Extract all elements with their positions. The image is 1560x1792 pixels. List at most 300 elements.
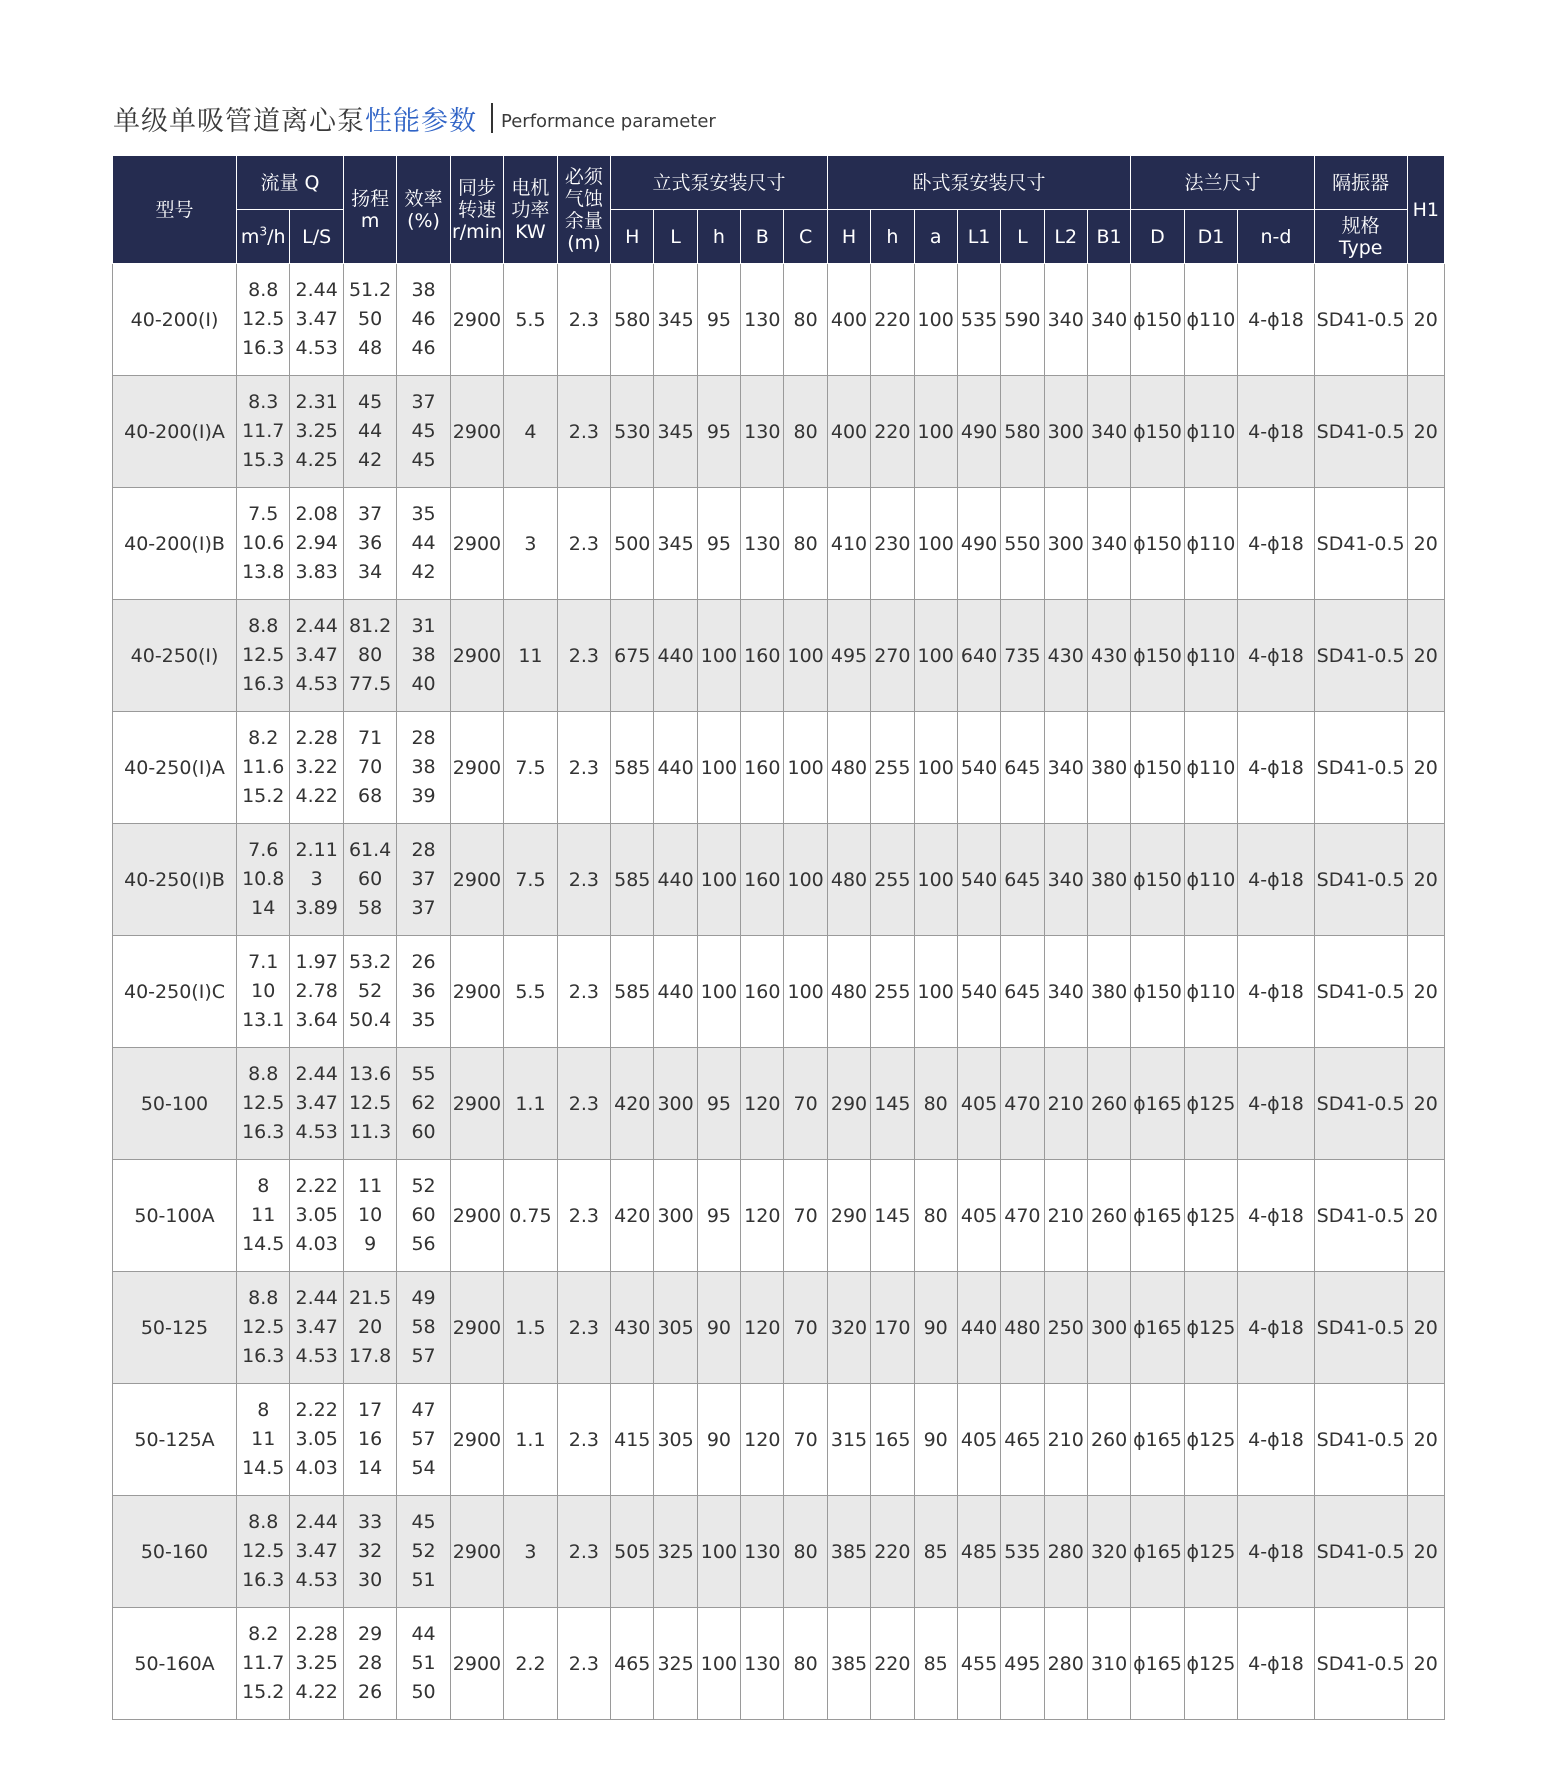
cell-flange-dim: 4-ϕ18	[1238, 1608, 1315, 1720]
cell-horizontal-dim: 300	[1044, 376, 1087, 488]
cell-npsh: 2.3	[557, 1160, 610, 1272]
cell-horizontal-dim: 340	[1087, 488, 1130, 600]
cell-model: 40-200(I)B	[113, 488, 237, 600]
cell-horizontal-dim: 540	[957, 936, 1000, 1048]
header-horizontal-col: L	[1001, 210, 1044, 264]
cell-efficiency: 52 60 56	[397, 1160, 450, 1272]
cell-vertical-dim: 95	[697, 1160, 740, 1272]
cell-flange-dim: ϕ165	[1131, 1608, 1184, 1720]
cell-speed: 2900	[450, 936, 503, 1048]
cell-flow-m3h: 7.1 10 13.1	[237, 936, 290, 1048]
cell-power: 4	[504, 376, 557, 488]
cell-model: 40-200(I)	[113, 264, 237, 376]
cell-horizontal-dim: 165	[871, 1384, 914, 1496]
cell-flange-dim: ϕ110	[1184, 600, 1237, 712]
cell-flange-dim: 4-ϕ18	[1238, 1496, 1315, 1608]
cell-h1: 20	[1407, 824, 1444, 936]
cell-flange-dim: 4-ϕ18	[1238, 712, 1315, 824]
cell-horizontal-dim: 580	[1001, 376, 1044, 488]
cell-horizontal-dim: 410	[827, 488, 870, 600]
cell-horizontal-dim: 535	[957, 264, 1000, 376]
cell-flow-m3h: 8 11 14.5	[237, 1384, 290, 1496]
table-row	[113, 600, 1445, 712]
cell-vertical-dim: 585	[611, 936, 654, 1048]
cell-horizontal-dim: 280	[1044, 1608, 1087, 1720]
cell-horizontal-dim: 385	[827, 1496, 870, 1608]
cell-power: 5.5	[504, 264, 557, 376]
cell-npsh: 2.3	[557, 1048, 610, 1160]
cell-vertical-dim: 300	[654, 1048, 697, 1160]
cell-flange-dim: 4-ϕ18	[1238, 488, 1315, 600]
cell-flange-dim: 4-ϕ18	[1238, 376, 1315, 488]
cell-head: 21.5 20 17.8	[343, 1272, 396, 1384]
cell-vertical-dim: 530	[611, 376, 654, 488]
cell-vertical-dim: 120	[741, 1048, 784, 1160]
cell-flow-ls: 2.44 3.47 4.53	[290, 1272, 343, 1384]
header-flange-col: n-d	[1238, 210, 1315, 264]
cell-flow-ls: 2.31 3.25 4.25	[290, 376, 343, 488]
cell-vertical-dim: 70	[784, 1384, 827, 1496]
cell-model: 40-250(I)	[113, 600, 237, 712]
cell-flange-dim: ϕ110	[1184, 824, 1237, 936]
page-title	[113, 100, 716, 136]
cell-horizontal-dim: 145	[871, 1160, 914, 1272]
cell-model: 40-200(I)A	[113, 376, 237, 488]
table-row	[113, 712, 1445, 824]
cell-horizontal-dim: 300	[1087, 1272, 1130, 1384]
cell-horizontal-dim: 85	[914, 1608, 957, 1720]
cell-horizontal-dim: 90	[914, 1272, 957, 1384]
header-flange-dims: 法兰尺寸	[1131, 156, 1315, 210]
cell-horizontal-dim: 90	[914, 1384, 957, 1496]
header-horizontal-col: B1	[1087, 210, 1130, 264]
cell-vertical-dim: 675	[611, 600, 654, 712]
cell-horizontal-dim: 340	[1087, 376, 1130, 488]
cell-flow-ls: 2.08 2.94 3.83	[290, 488, 343, 600]
cell-vertical-dim: 440	[654, 600, 697, 712]
cell-horizontal-dim: 100	[914, 264, 957, 376]
cell-isolator: SD41-0.5	[1314, 1272, 1407, 1384]
header-head: 扬程 m	[343, 156, 396, 264]
cell-isolator: SD41-0.5	[1314, 1384, 1407, 1496]
header-horizontal-col: a	[914, 210, 957, 264]
cell-flow-m3h: 8.2 11.6 15.2	[237, 712, 290, 824]
cell-horizontal-dim: 550	[1001, 488, 1044, 600]
cell-efficiency: 31 38 40	[397, 600, 450, 712]
header-vertical-col: h	[697, 210, 740, 264]
cell-vertical-dim: 130	[741, 488, 784, 600]
cell-isolator: SD41-0.5	[1314, 1496, 1407, 1608]
cell-flange-dim: ϕ125	[1184, 1384, 1237, 1496]
cell-vertical-dim: 500	[611, 488, 654, 600]
cell-horizontal-dim: 645	[1001, 824, 1044, 936]
cell-efficiency: 38 46 46	[397, 264, 450, 376]
cell-h1: 20	[1407, 1160, 1444, 1272]
cell-horizontal-dim: 210	[1044, 1160, 1087, 1272]
cell-flange-dim: ϕ165	[1131, 1272, 1184, 1384]
cell-speed: 2900	[450, 824, 503, 936]
cell-speed: 2900	[450, 1272, 503, 1384]
cell-power: 5.5	[504, 936, 557, 1048]
cell-horizontal-dim: 470	[1001, 1048, 1044, 1160]
header-horizontal-col: L2	[1044, 210, 1087, 264]
cell-horizontal-dim: 405	[957, 1048, 1000, 1160]
cell-horizontal-dim: 480	[827, 712, 870, 824]
cell-flange-dim: 4-ϕ18	[1238, 264, 1315, 376]
cell-horizontal-dim: 300	[1044, 488, 1087, 600]
cell-horizontal-dim: 250	[1044, 1272, 1087, 1384]
cell-vertical-dim: 80	[784, 1608, 827, 1720]
cell-horizontal-dim: 220	[871, 1608, 914, 1720]
cell-horizontal-dim: 255	[871, 936, 914, 1048]
cell-horizontal-dim: 320	[827, 1272, 870, 1384]
cell-horizontal-dim: 430	[1044, 600, 1087, 712]
cell-vertical-dim: 95	[697, 376, 740, 488]
header-power: 电机 功率 KW	[504, 156, 557, 264]
cell-head: 29 28 26	[343, 1608, 396, 1720]
cell-vertical-dim: 305	[654, 1384, 697, 1496]
cell-vertical-dim: 70	[784, 1272, 827, 1384]
cell-speed: 2900	[450, 376, 503, 488]
cell-vertical-dim: 80	[784, 1496, 827, 1608]
cell-flange-dim: 4-ϕ18	[1238, 936, 1315, 1048]
cell-npsh: 2.3	[557, 1384, 610, 1496]
cell-vertical-dim: 80	[784, 264, 827, 376]
cell-horizontal-dim: 255	[871, 824, 914, 936]
table-row	[113, 1272, 1445, 1384]
cell-vertical-dim: 70	[784, 1048, 827, 1160]
cell-isolator: SD41-0.5	[1314, 376, 1407, 488]
cell-vertical-dim: 505	[611, 1496, 654, 1608]
cell-vertical-dim: 130	[741, 264, 784, 376]
cell-horizontal-dim: 640	[957, 600, 1000, 712]
cell-head: 51.2 50 48	[343, 264, 396, 376]
cell-head: 33 32 30	[343, 1496, 396, 1608]
cell-power: 1.1	[504, 1384, 557, 1496]
table-body	[113, 264, 1445, 1720]
cell-vertical-dim: 100	[784, 936, 827, 1048]
cell-flow-m3h: 8.3 11.7 15.3	[237, 376, 290, 488]
cell-vertical-dim: 345	[654, 376, 697, 488]
cell-flange-dim: ϕ125	[1184, 1608, 1237, 1720]
cell-horizontal-dim: 495	[1001, 1608, 1044, 1720]
cell-power: 7.5	[504, 824, 557, 936]
cell-horizontal-dim: 380	[1087, 824, 1130, 936]
cell-flange-dim: ϕ165	[1131, 1496, 1184, 1608]
cell-vertical-dim: 130	[741, 1496, 784, 1608]
cell-isolator: SD41-0.5	[1314, 712, 1407, 824]
cell-horizontal-dim: 380	[1087, 936, 1130, 1048]
cell-vertical-dim: 100	[784, 600, 827, 712]
cell-efficiency: 45 52 51	[397, 1496, 450, 1608]
table-row	[113, 376, 1445, 488]
cell-horizontal-dim: 645	[1001, 936, 1044, 1048]
table-row	[113, 936, 1445, 1048]
cell-model: 50-100A	[113, 1160, 237, 1272]
cell-flange-dim: ϕ150	[1131, 376, 1184, 488]
cell-npsh: 2.3	[557, 376, 610, 488]
cell-flow-m3h: 8 11 14.5	[237, 1160, 290, 1272]
cell-power: 11	[504, 600, 557, 712]
cell-flange-dim: ϕ125	[1184, 1496, 1237, 1608]
cell-flange-dim: ϕ125	[1184, 1272, 1237, 1384]
cell-horizontal-dim: 480	[827, 936, 870, 1048]
cell-vertical-dim: 130	[741, 376, 784, 488]
cell-vertical-dim: 420	[611, 1160, 654, 1272]
cell-horizontal-dim: 210	[1044, 1384, 1087, 1496]
cell-head: 45 44 42	[343, 376, 396, 488]
cell-power: 3	[504, 1496, 557, 1608]
cell-model: 40-250(I)B	[113, 824, 237, 936]
cell-flow-ls: 2.22 3.05 4.03	[290, 1160, 343, 1272]
cell-isolator: SD41-0.5	[1314, 264, 1407, 376]
cell-isolator: SD41-0.5	[1314, 1608, 1407, 1720]
cell-horizontal-dim: 85	[914, 1496, 957, 1608]
cell-vertical-dim: 305	[654, 1272, 697, 1384]
cell-speed: 2900	[450, 712, 503, 824]
cell-power: 1.5	[504, 1272, 557, 1384]
cell-flange-dim: ϕ125	[1184, 1160, 1237, 1272]
cell-horizontal-dim: 735	[1001, 600, 1044, 712]
cell-horizontal-dim: 340	[1044, 824, 1087, 936]
cell-vertical-dim: 580	[611, 264, 654, 376]
cell-model: 50-125	[113, 1272, 237, 1384]
cell-isolator: SD41-0.5	[1314, 824, 1407, 936]
cell-horizontal-dim: 255	[871, 712, 914, 824]
header-npsh: 必须 气蚀 余量 (m)	[557, 156, 610, 264]
cell-vertical-dim: 345	[654, 488, 697, 600]
cell-npsh: 2.3	[557, 712, 610, 824]
cell-power: 1.1	[504, 1048, 557, 1160]
performance-table	[112, 155, 1445, 1720]
cell-flow-ls: 2.28 3.25 4.22	[290, 1608, 343, 1720]
cell-flow-m3h: 8.8 12.5 16.3	[237, 264, 290, 376]
header-vertical-dims: 立式泵安装尺寸	[611, 156, 828, 210]
cell-h1: 20	[1407, 1608, 1444, 1720]
table-row	[113, 264, 1445, 376]
cell-model: 50-160	[113, 1496, 237, 1608]
cell-flange-dim: ϕ110	[1184, 936, 1237, 1048]
cell-flange-dim: ϕ150	[1131, 264, 1184, 376]
cell-horizontal-dim: 310	[1087, 1608, 1130, 1720]
cell-horizontal-dim: 340	[1044, 264, 1087, 376]
table-row	[113, 1608, 1445, 1720]
cell-horizontal-dim: 100	[914, 824, 957, 936]
cell-model: 50-125A	[113, 1384, 237, 1496]
cell-horizontal-dim: 100	[914, 376, 957, 488]
cell-horizontal-dim: 480	[827, 824, 870, 936]
cell-npsh: 2.3	[557, 824, 610, 936]
cell-flange-dim: ϕ165	[1131, 1160, 1184, 1272]
cell-head: 11 10 9	[343, 1160, 396, 1272]
cell-head: 81.2 80 77.5	[343, 600, 396, 712]
cell-flange-dim: ϕ150	[1131, 824, 1184, 936]
cell-model: 50-160A	[113, 1608, 237, 1720]
table-row	[113, 1160, 1445, 1272]
cell-horizontal-dim: 455	[957, 1608, 1000, 1720]
cell-efficiency: 37 45 45	[397, 376, 450, 488]
cell-vertical-dim: 95	[697, 488, 740, 600]
cell-flow-m3h: 8.8 12.5 16.3	[237, 1048, 290, 1160]
cell-horizontal-dim: 590	[1001, 264, 1044, 376]
header-vertical-col: L	[654, 210, 697, 264]
cell-horizontal-dim: 490	[957, 488, 1000, 600]
cell-horizontal-dim: 100	[914, 936, 957, 1048]
cell-horizontal-dim: 320	[1087, 1496, 1130, 1608]
cell-head: 37 36 34	[343, 488, 396, 600]
cell-head: 61.4 60 58	[343, 824, 396, 936]
cell-horizontal-dim: 485	[957, 1496, 1000, 1608]
cell-h1: 20	[1407, 1384, 1444, 1496]
cell-horizontal-dim: 495	[827, 600, 870, 712]
cell-flange-dim: 4-ϕ18	[1238, 1384, 1315, 1496]
cell-flange-dim: ϕ125	[1184, 1048, 1237, 1160]
cell-vertical-dim: 100	[697, 600, 740, 712]
table-row	[113, 488, 1445, 600]
cell-flange-dim: 4-ϕ18	[1238, 1272, 1315, 1384]
cell-vertical-dim: 95	[697, 1048, 740, 1160]
cell-model: 40-250(I)A	[113, 712, 237, 824]
cell-h1: 20	[1407, 712, 1444, 824]
cell-horizontal-dim: 80	[914, 1160, 957, 1272]
cell-horizontal-dim: 100	[914, 600, 957, 712]
header-flow-m3h: $m^3/h$	[237, 210, 290, 264]
table-row	[113, 1048, 1445, 1160]
cell-vertical-dim: 440	[654, 712, 697, 824]
cell-flange-dim: ϕ150	[1131, 712, 1184, 824]
cell-npsh: 2.3	[557, 488, 610, 600]
header-horizontal-col: H	[827, 210, 870, 264]
cell-vertical-dim: 100	[784, 824, 827, 936]
cell-vertical-dim: 120	[741, 1384, 784, 1496]
cell-speed: 2900	[450, 1496, 503, 1608]
cell-flow-m3h: 7.6 10.8 14	[237, 824, 290, 936]
cell-model: 50-100	[113, 1048, 237, 1160]
cell-horizontal-dim: 380	[1087, 712, 1130, 824]
cell-horizontal-dim: 100	[914, 712, 957, 824]
cell-flow-ls: 2.44 3.47 4.53	[290, 264, 343, 376]
cell-flow-m3h: 7.5 10.6 13.8	[237, 488, 290, 600]
cell-horizontal-dim: 260	[1087, 1384, 1130, 1496]
cell-vertical-dim: 160	[741, 824, 784, 936]
cell-vertical-dim: 160	[741, 936, 784, 1048]
title-english: Performance parameter	[501, 110, 716, 132]
title-divider	[491, 103, 493, 133]
cell-flow-ls: 2.28 3.22 4.22	[290, 712, 343, 824]
cell-flow-ls: 2.44 3.47 4.53	[290, 1048, 343, 1160]
table-row	[113, 824, 1445, 936]
cell-horizontal-dim: 645	[1001, 712, 1044, 824]
cell-power: 0.75	[504, 1160, 557, 1272]
cell-horizontal-dim: 100	[914, 488, 957, 600]
cell-horizontal-dim: 220	[871, 376, 914, 488]
cell-isolator: SD41-0.5	[1314, 600, 1407, 712]
cell-npsh: 2.3	[557, 1608, 610, 1720]
cell-efficiency: 35 44 42	[397, 488, 450, 600]
cell-flow-ls: 2.44 3.47 4.53	[290, 600, 343, 712]
cell-flange-dim: 4-ϕ18	[1238, 1048, 1315, 1160]
cell-horizontal-dim: 490	[957, 376, 1000, 488]
header-flow-ls: L/S	[290, 210, 343, 264]
cell-h1: 20	[1407, 1496, 1444, 1608]
cell-efficiency: 28 38 39	[397, 712, 450, 824]
cell-isolator: SD41-0.5	[1314, 936, 1407, 1048]
cell-horizontal-dim: 210	[1044, 1048, 1087, 1160]
cell-horizontal-dim: 220	[871, 1496, 914, 1608]
title-accent: 性能参数	[365, 105, 477, 137]
cell-vertical-dim: 160	[741, 600, 784, 712]
cell-npsh: 2.3	[557, 1496, 610, 1608]
header-horizontal-col: L1	[957, 210, 1000, 264]
cell-horizontal-dim: 535	[1001, 1496, 1044, 1608]
cell-flange-dim: ϕ110	[1184, 376, 1237, 488]
header-isolator: 隔振器	[1314, 156, 1407, 210]
cell-head: 17 16 14	[343, 1384, 396, 1496]
cell-efficiency: 28 37 37	[397, 824, 450, 936]
cell-vertical-dim: 420	[611, 1048, 654, 1160]
cell-vertical-dim: 100	[697, 1496, 740, 1608]
cell-vertical-dim: 95	[697, 264, 740, 376]
cell-vertical-dim: 80	[784, 376, 827, 488]
cell-horizontal-dim: 145	[871, 1048, 914, 1160]
cell-head: 13.6 12.5 11.3	[343, 1048, 396, 1160]
cell-h1: 20	[1407, 600, 1444, 712]
cell-flow-m3h: 8.8 12.5 16.3	[237, 1496, 290, 1608]
cell-vertical-dim: 160	[741, 712, 784, 824]
cell-vertical-dim: 345	[654, 264, 697, 376]
cell-flow-m3h: 8.2 11.7 15.2	[237, 1608, 290, 1720]
cell-flow-m3h: 8.8 12.5 16.3	[237, 1272, 290, 1384]
cell-vertical-dim: 120	[741, 1160, 784, 1272]
header-h1: H1	[1407, 156, 1444, 264]
cell-h1: 20	[1407, 488, 1444, 600]
cell-vertical-dim: 90	[697, 1384, 740, 1496]
cell-horizontal-dim: 80	[914, 1048, 957, 1160]
cell-vertical-dim: 100	[697, 712, 740, 824]
table-header	[113, 156, 1445, 264]
cell-flange-dim: ϕ165	[1131, 1048, 1184, 1160]
cell-flange-dim: ϕ150	[1131, 600, 1184, 712]
cell-horizontal-dim: 280	[1044, 1496, 1087, 1608]
cell-efficiency: 47 57 54	[397, 1384, 450, 1496]
cell-speed: 2900	[450, 1608, 503, 1720]
cell-flange-dim: ϕ165	[1131, 1384, 1184, 1496]
cell-h1: 20	[1407, 936, 1444, 1048]
cell-efficiency: 44 51 50	[397, 1608, 450, 1720]
cell-head: 71 70 68	[343, 712, 396, 824]
cell-h1: 20	[1407, 376, 1444, 488]
cell-horizontal-dim: 440	[957, 1272, 1000, 1384]
cell-vertical-dim: 465	[611, 1608, 654, 1720]
cell-vertical-dim: 325	[654, 1496, 697, 1608]
cell-speed: 2900	[450, 488, 503, 600]
cell-npsh: 2.3	[557, 264, 610, 376]
cell-flange-dim: ϕ110	[1184, 488, 1237, 600]
cell-vertical-dim: 100	[697, 824, 740, 936]
header-flange-col: D1	[1184, 210, 1237, 264]
cell-vertical-dim: 130	[741, 1608, 784, 1720]
cell-horizontal-dim: 465	[1001, 1384, 1044, 1496]
header-flange-col: D	[1131, 210, 1184, 264]
cell-isolator: SD41-0.5	[1314, 1160, 1407, 1272]
cell-vertical-dim: 70	[784, 1160, 827, 1272]
cell-vertical-dim: 100	[784, 712, 827, 824]
cell-speed: 2900	[450, 1048, 503, 1160]
header-vertical-col: B	[741, 210, 784, 264]
cell-flange-dim: ϕ110	[1184, 712, 1237, 824]
cell-horizontal-dim: 400	[827, 376, 870, 488]
cell-flow-ls: 1.97 2.78 3.64	[290, 936, 343, 1048]
